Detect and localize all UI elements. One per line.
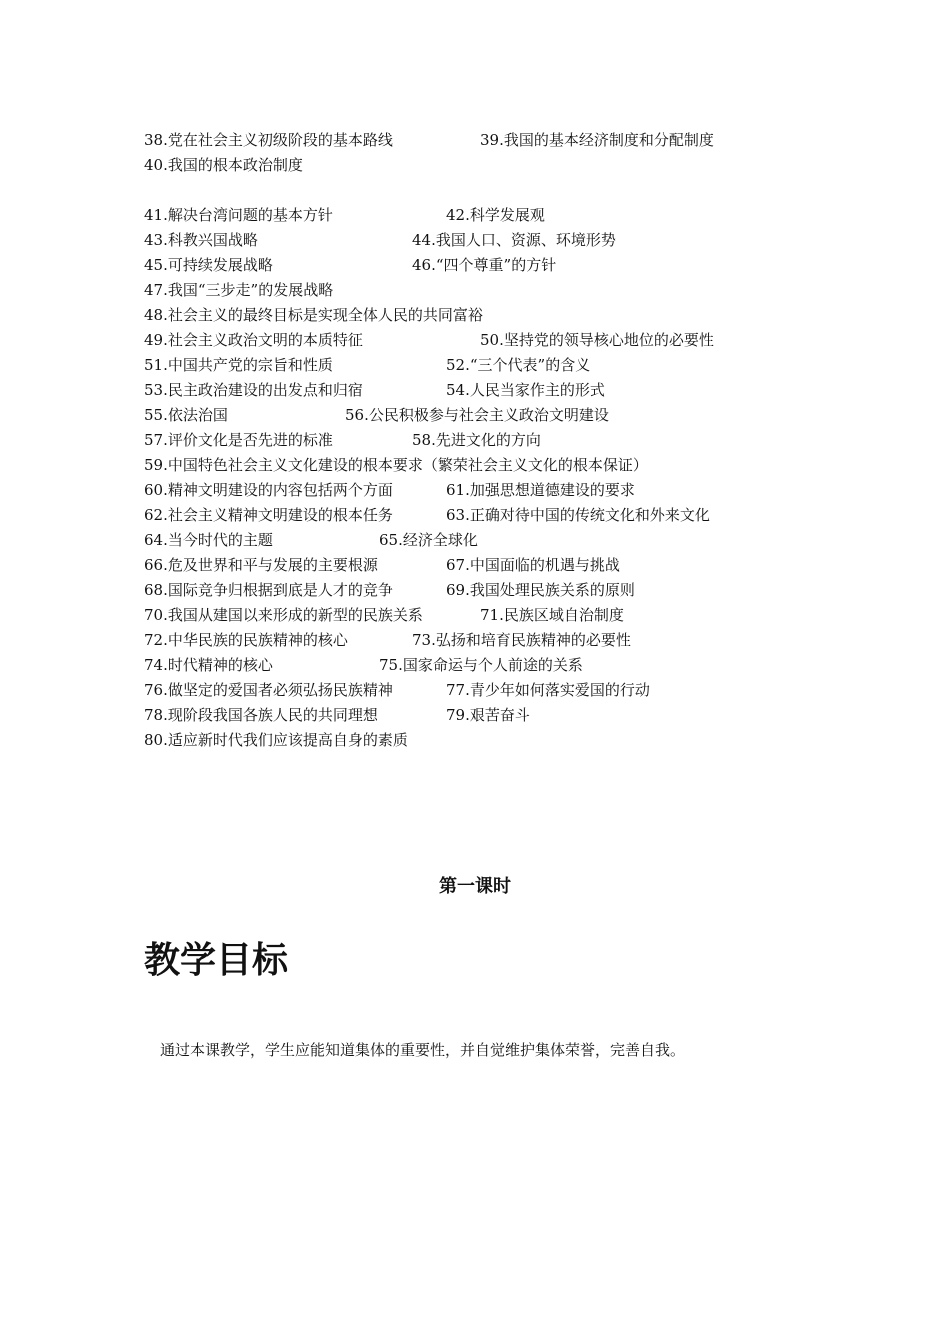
topic-item: 78.现阶段我国各族人民的共同理想 [144, 706, 378, 724]
topic-item: 59.中国特色社会主义文化建设的根本要求（繁荣社会主义文化的根本保证） [144, 456, 648, 474]
topic-item: 49.社会主义政治文明的本质特征 [144, 331, 363, 349]
topic-item: 62.社会主义精神文明建设的根本任务 [144, 506, 393, 524]
topic-item: 55.依法治国 [144, 406, 228, 424]
topic-item: 46.“四个尊重”的方针 [412, 256, 557, 274]
topic-item: 65.经济全球化 [379, 531, 478, 549]
topic-item: 44.我国人口、资源、环境形势 [412, 231, 616, 249]
lesson-title: 第一课时 [439, 876, 511, 897]
topic-item: 70.我国从建国以来形成的新型的民族关系 [144, 606, 423, 624]
topic-item: 43.科教兴国战略 [144, 231, 258, 249]
topic-item: 63.正确对待中国的传统文化和外来文化 [446, 506, 710, 524]
topic-item: 79.艰苦奋斗 [446, 706, 530, 724]
topic-item: 53.民主政治建设的出发点和归宿 [144, 381, 363, 399]
topic-item: 56.公民积极参与社会主义政治文明建设 [345, 406, 609, 424]
topic-item: 45.可持续发展战略 [144, 256, 273, 274]
topic-item: 54.人民当家作主的形式 [446, 381, 605, 399]
topic-item: 67.中国面临的机遇与挑战 [446, 556, 620, 574]
topic-item: 73.弘扬和培育民族精神的必要性 [412, 631, 631, 649]
topic-item: 80.适应新时代我们应该提高自身的素质 [144, 731, 408, 749]
topic-item: 64.当今时代的主题 [144, 531, 273, 549]
topic-item: 74.时代精神的核心 [144, 656, 273, 674]
topic-item: 69.我国处理民族关系的原则 [446, 581, 635, 599]
body-paragraph: 通过本课教学，学生应能知道集体的重要性，并自觉维护集体荣誉，完善自我。 [160, 1041, 686, 1059]
topic-item: 60.精神文明建设的内容包括两个方面 [144, 481, 393, 499]
topic-item: 71.民族区域自治制度 [480, 606, 624, 624]
topic-item: 41.解决台湾问题的基本方针 [144, 206, 333, 224]
section-heading: 教学目标 [144, 940, 289, 981]
topic-item: 40.我国的根本政治制度 [144, 156, 303, 174]
topic-item: 66.危及世界和平与发展的主要根源 [144, 556, 378, 574]
topic-item: 57.评价文化是否先进的标准 [144, 431, 333, 449]
topic-item: 51.中国共产党的宗旨和性质 [144, 356, 333, 374]
topic-item: 76.做坚定的爱国者必须弘扬民族精神 [144, 681, 393, 699]
topic-item: 77.青少年如何落实爱国的行动 [446, 681, 650, 699]
topic-item: 50.坚持党的领导核心地位的必要性 [480, 331, 714, 349]
topic-item: 68.国际竞争归根据到底是人才的竞争 [144, 581, 393, 599]
topic-item: 39.我国的基本经济制度和分配制度 [480, 131, 714, 149]
topic-item: 48.社会主义的最终目标是实现全体人民的共同富裕 [144, 306, 483, 324]
topic-item: 42.科学发展观 [446, 206, 545, 224]
topic-item: 75.国家命运与个人前途的关系 [379, 656, 583, 674]
topic-item: 52.“三个代表”的含义 [446, 356, 591, 374]
topic-item: 58.先进文化的方向 [412, 431, 541, 449]
topic-item: 72.中华民族的民族精神的核心 [144, 631, 348, 649]
topic-item: 47.我国“三步走”的发展战略 [144, 281, 334, 299]
topic-item: 61.加强思想道德建设的要求 [446, 481, 635, 499]
topic-item: 38.党在社会主义初级阶段的基本路线 [144, 131, 393, 149]
